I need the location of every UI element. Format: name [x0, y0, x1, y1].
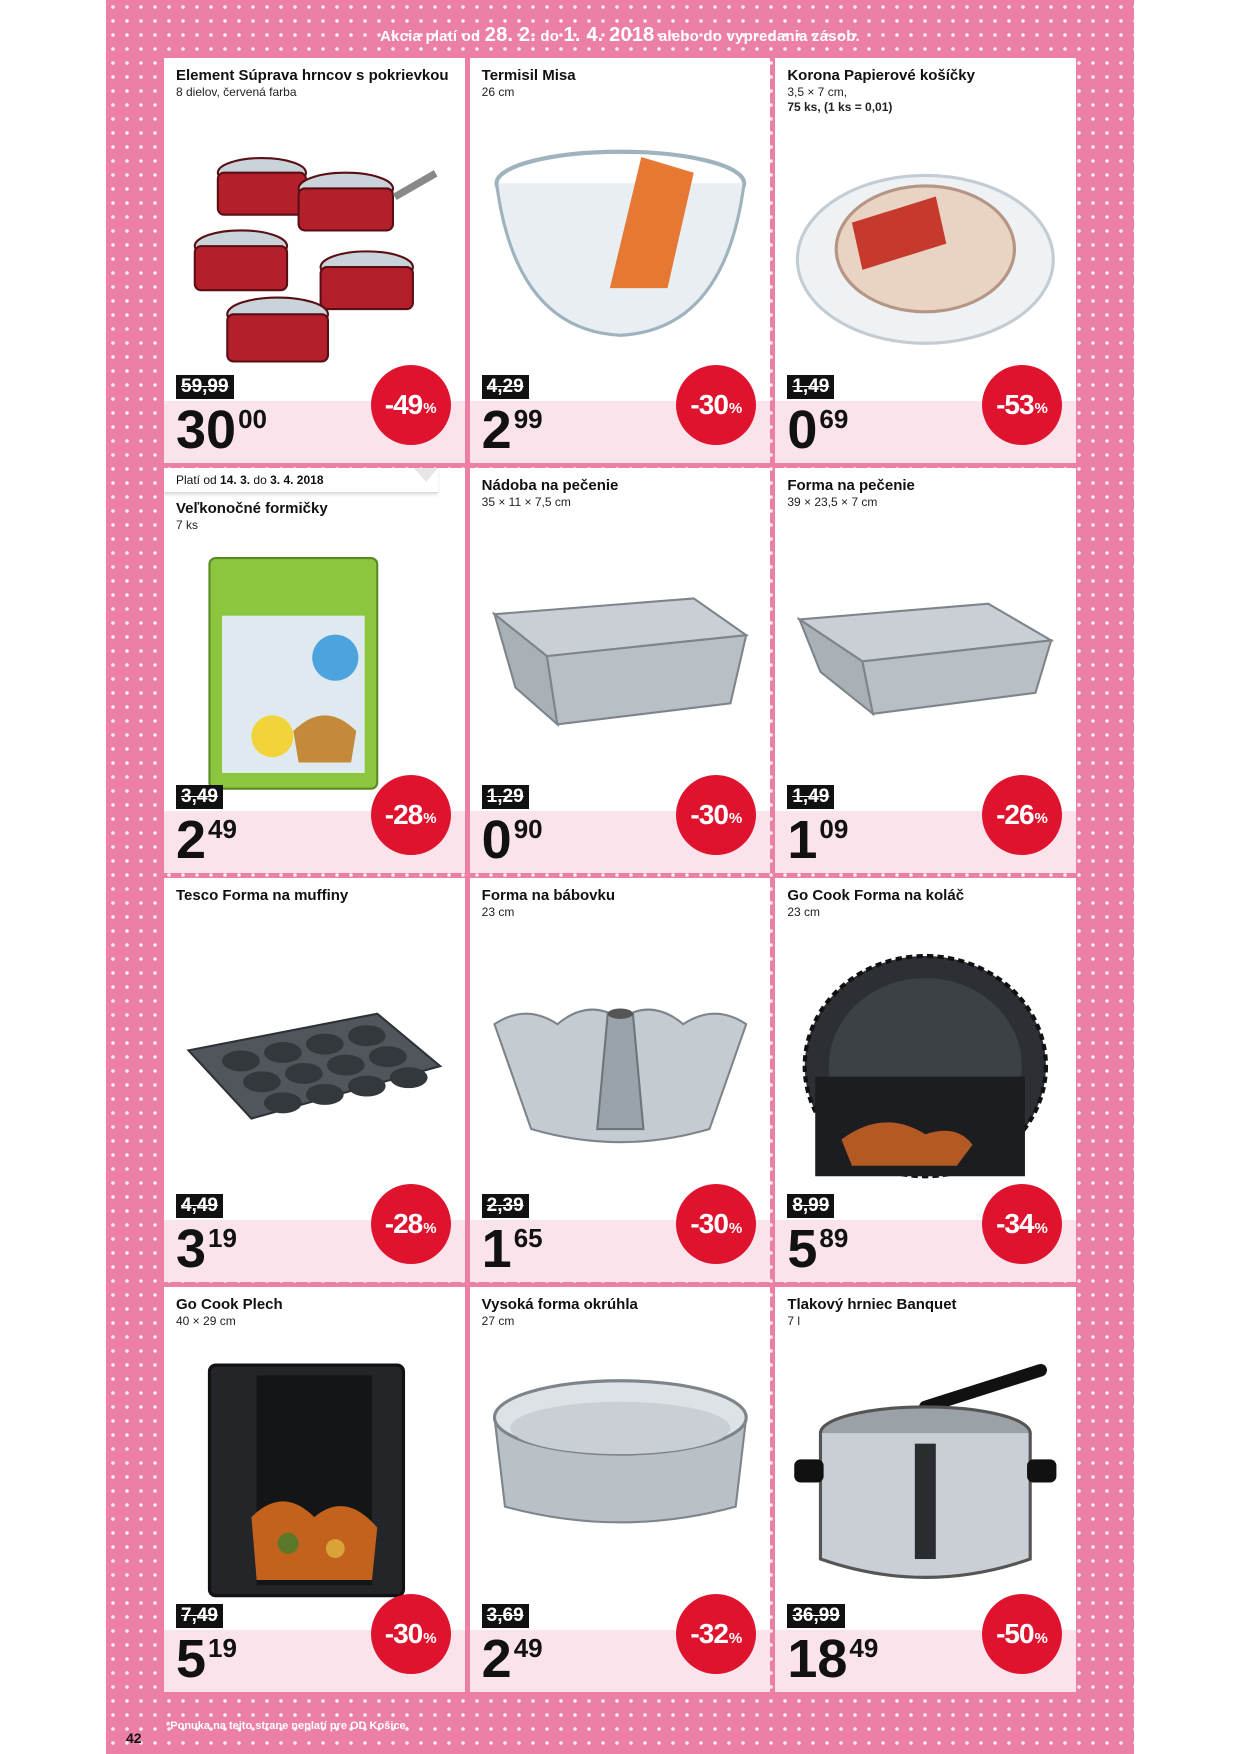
- product-card[interactable]: [775, 1287, 1076, 1692]
- discount-badge: -32 %: [676, 1594, 756, 1674]
- validity-banner: [106, 20, 1134, 50]
- product-card[interactable]: [775, 468, 1076, 873]
- product-card[interactable]: [470, 878, 771, 1283]
- product-desc: 39 × 23,5 × 7 cm: [787, 494, 878, 509]
- product-name: Forma na bábovku: [481, 886, 616, 904]
- glass-bowl-icon: [484, 116, 757, 387]
- page-number: 42: [126, 1730, 142, 1746]
- footnote: *Ponuka na tejto strane neplatí pre OD Košice.: [166, 1720, 409, 1732]
- muffin-tray-icon: [178, 936, 451, 1207]
- old-price: 1,49: [787, 375, 834, 399]
- product-desc: 3,5 × 7 cm,: [787, 85, 848, 99]
- banner-date-to: 1. 4. 2018: [563, 24, 655, 46]
- product-name: Korona Papierové košíčky: [787, 67, 975, 84]
- product-desc: 40 × 29 cm: [176, 1314, 236, 1329]
- new-price: 165: [481, 1219, 543, 1280]
- product-name: Termisil Misa: [481, 67, 576, 84]
- springform-pan-icon: [484, 1345, 757, 1616]
- banner-date-from: 28. 2.: [484, 24, 537, 46]
- product-name: Vysoká forma okrúhla: [481, 1296, 638, 1314]
- product-name: Go Cook Plech: [176, 1296, 283, 1314]
- validity-note: Platí od 14. 3. do 3. 4. 2018: [164, 468, 438, 493]
- new-price: 069: [787, 399, 849, 460]
- loaf-pan-icon: [484, 526, 757, 797]
- product-card[interactable]: [470, 468, 771, 873]
- old-price: 1,49: [787, 785, 834, 809]
- old-price: 8,99: [787, 1194, 834, 1218]
- product-card[interactable]: [775, 58, 1076, 463]
- product-desc: 23 cm: [481, 904, 515, 919]
- banner-suffix: alebo do vypredania zásob.: [658, 28, 860, 45]
- product-name: Go Cook Forma na koláč: [787, 886, 965, 904]
- new-price: 519: [176, 1629, 237, 1689]
- cookie-cutters-icon: [178, 550, 451, 797]
- discount-badge: -26 %: [982, 775, 1062, 855]
- pot-set-icon: [178, 116, 451, 387]
- banner-prefix: Akcia platí od: [380, 28, 481, 45]
- product-desc: 7 ks: [176, 517, 199, 532]
- discount-badge: -49 %: [371, 365, 451, 445]
- product-card[interactable]: [164, 468, 465, 873]
- product-desc: 26 cm: [481, 85, 515, 99]
- old-price: 36,99: [787, 1604, 845, 1628]
- discount-badge: -28 %: [371, 1184, 451, 1264]
- bundt-pan-icon: [484, 936, 757, 1207]
- new-price: 249: [176, 809, 237, 870]
- paper-cups-icon: [789, 132, 1062, 387]
- product-desc-2: 75 ks, (1 ks = 0,01): [787, 100, 893, 114]
- product-desc: 23 cm: [787, 904, 821, 919]
- old-price: 4,29: [482, 375, 529, 399]
- product-card[interactable]: [164, 58, 465, 463]
- product-desc: 27 cm: [481, 1314, 515, 1329]
- product-card[interactable]: [470, 58, 771, 463]
- product-name: Tesco Forma na muffiny: [176, 886, 349, 904]
- old-price: 2,39: [482, 1194, 529, 1218]
- baking-tray-icon: [789, 526, 1062, 797]
- product-name: Nádoba na pečenie: [481, 476, 619, 494]
- product-card[interactable]: [164, 878, 465, 1283]
- new-price: 589: [787, 1219, 849, 1280]
- product-desc: 7 l: [787, 1314, 801, 1329]
- oven-tray-icon: [178, 1345, 451, 1616]
- discount-badge: -30 %: [676, 1184, 756, 1264]
- discount-badge: -30 %: [371, 1594, 451, 1674]
- product-name: Veľkonočné formičky: [176, 499, 328, 517]
- old-price: 3,49: [176, 785, 223, 809]
- product-desc: 35 × 11 × 7,5 cm: [481, 494, 571, 509]
- product-card[interactable]: [470, 1287, 771, 1692]
- product-card[interactable]: [775, 878, 1076, 1283]
- old-price: 59,99: [176, 375, 234, 399]
- tart-pan-icon: [789, 936, 1062, 1207]
- discount-badge: -30 %: [676, 775, 756, 855]
- pressure-cooker-icon: [789, 1345, 1062, 1616]
- product-name: Forma na pečenie: [787, 476, 915, 494]
- discount-badge: -34 %: [982, 1184, 1062, 1264]
- product-desc: 8 dielov, červená farba: [176, 85, 297, 99]
- old-price: 1,29: [482, 785, 529, 809]
- discount-badge: -50 %: [982, 1594, 1062, 1674]
- new-price: 249: [481, 1629, 543, 1689]
- new-price: 3000: [176, 399, 267, 460]
- new-price: 319: [176, 1219, 237, 1280]
- discount-badge: -28 %: [371, 775, 451, 855]
- old-price: 7,49: [176, 1604, 223, 1628]
- new-price: 090: [481, 809, 543, 870]
- product-card[interactable]: [164, 1287, 465, 1692]
- new-price: 109: [787, 809, 849, 870]
- product-grid: [164, 58, 1076, 1692]
- discount-badge: -53 %: [982, 365, 1062, 445]
- validity-tip: [414, 468, 438, 482]
- discount-badge: -30 %: [676, 365, 756, 445]
- banner-middle: do: [540, 28, 560, 45]
- product-name: Element Súprava hrncov s pokrievkou: [176, 67, 449, 84]
- new-price: 1849: [787, 1629, 879, 1689]
- old-price: 4,49: [176, 1194, 223, 1218]
- old-price: 3,69: [482, 1604, 529, 1628]
- product-name: Tlakový hrniec Banquet: [787, 1296, 957, 1314]
- new-price: 299: [481, 399, 543, 460]
